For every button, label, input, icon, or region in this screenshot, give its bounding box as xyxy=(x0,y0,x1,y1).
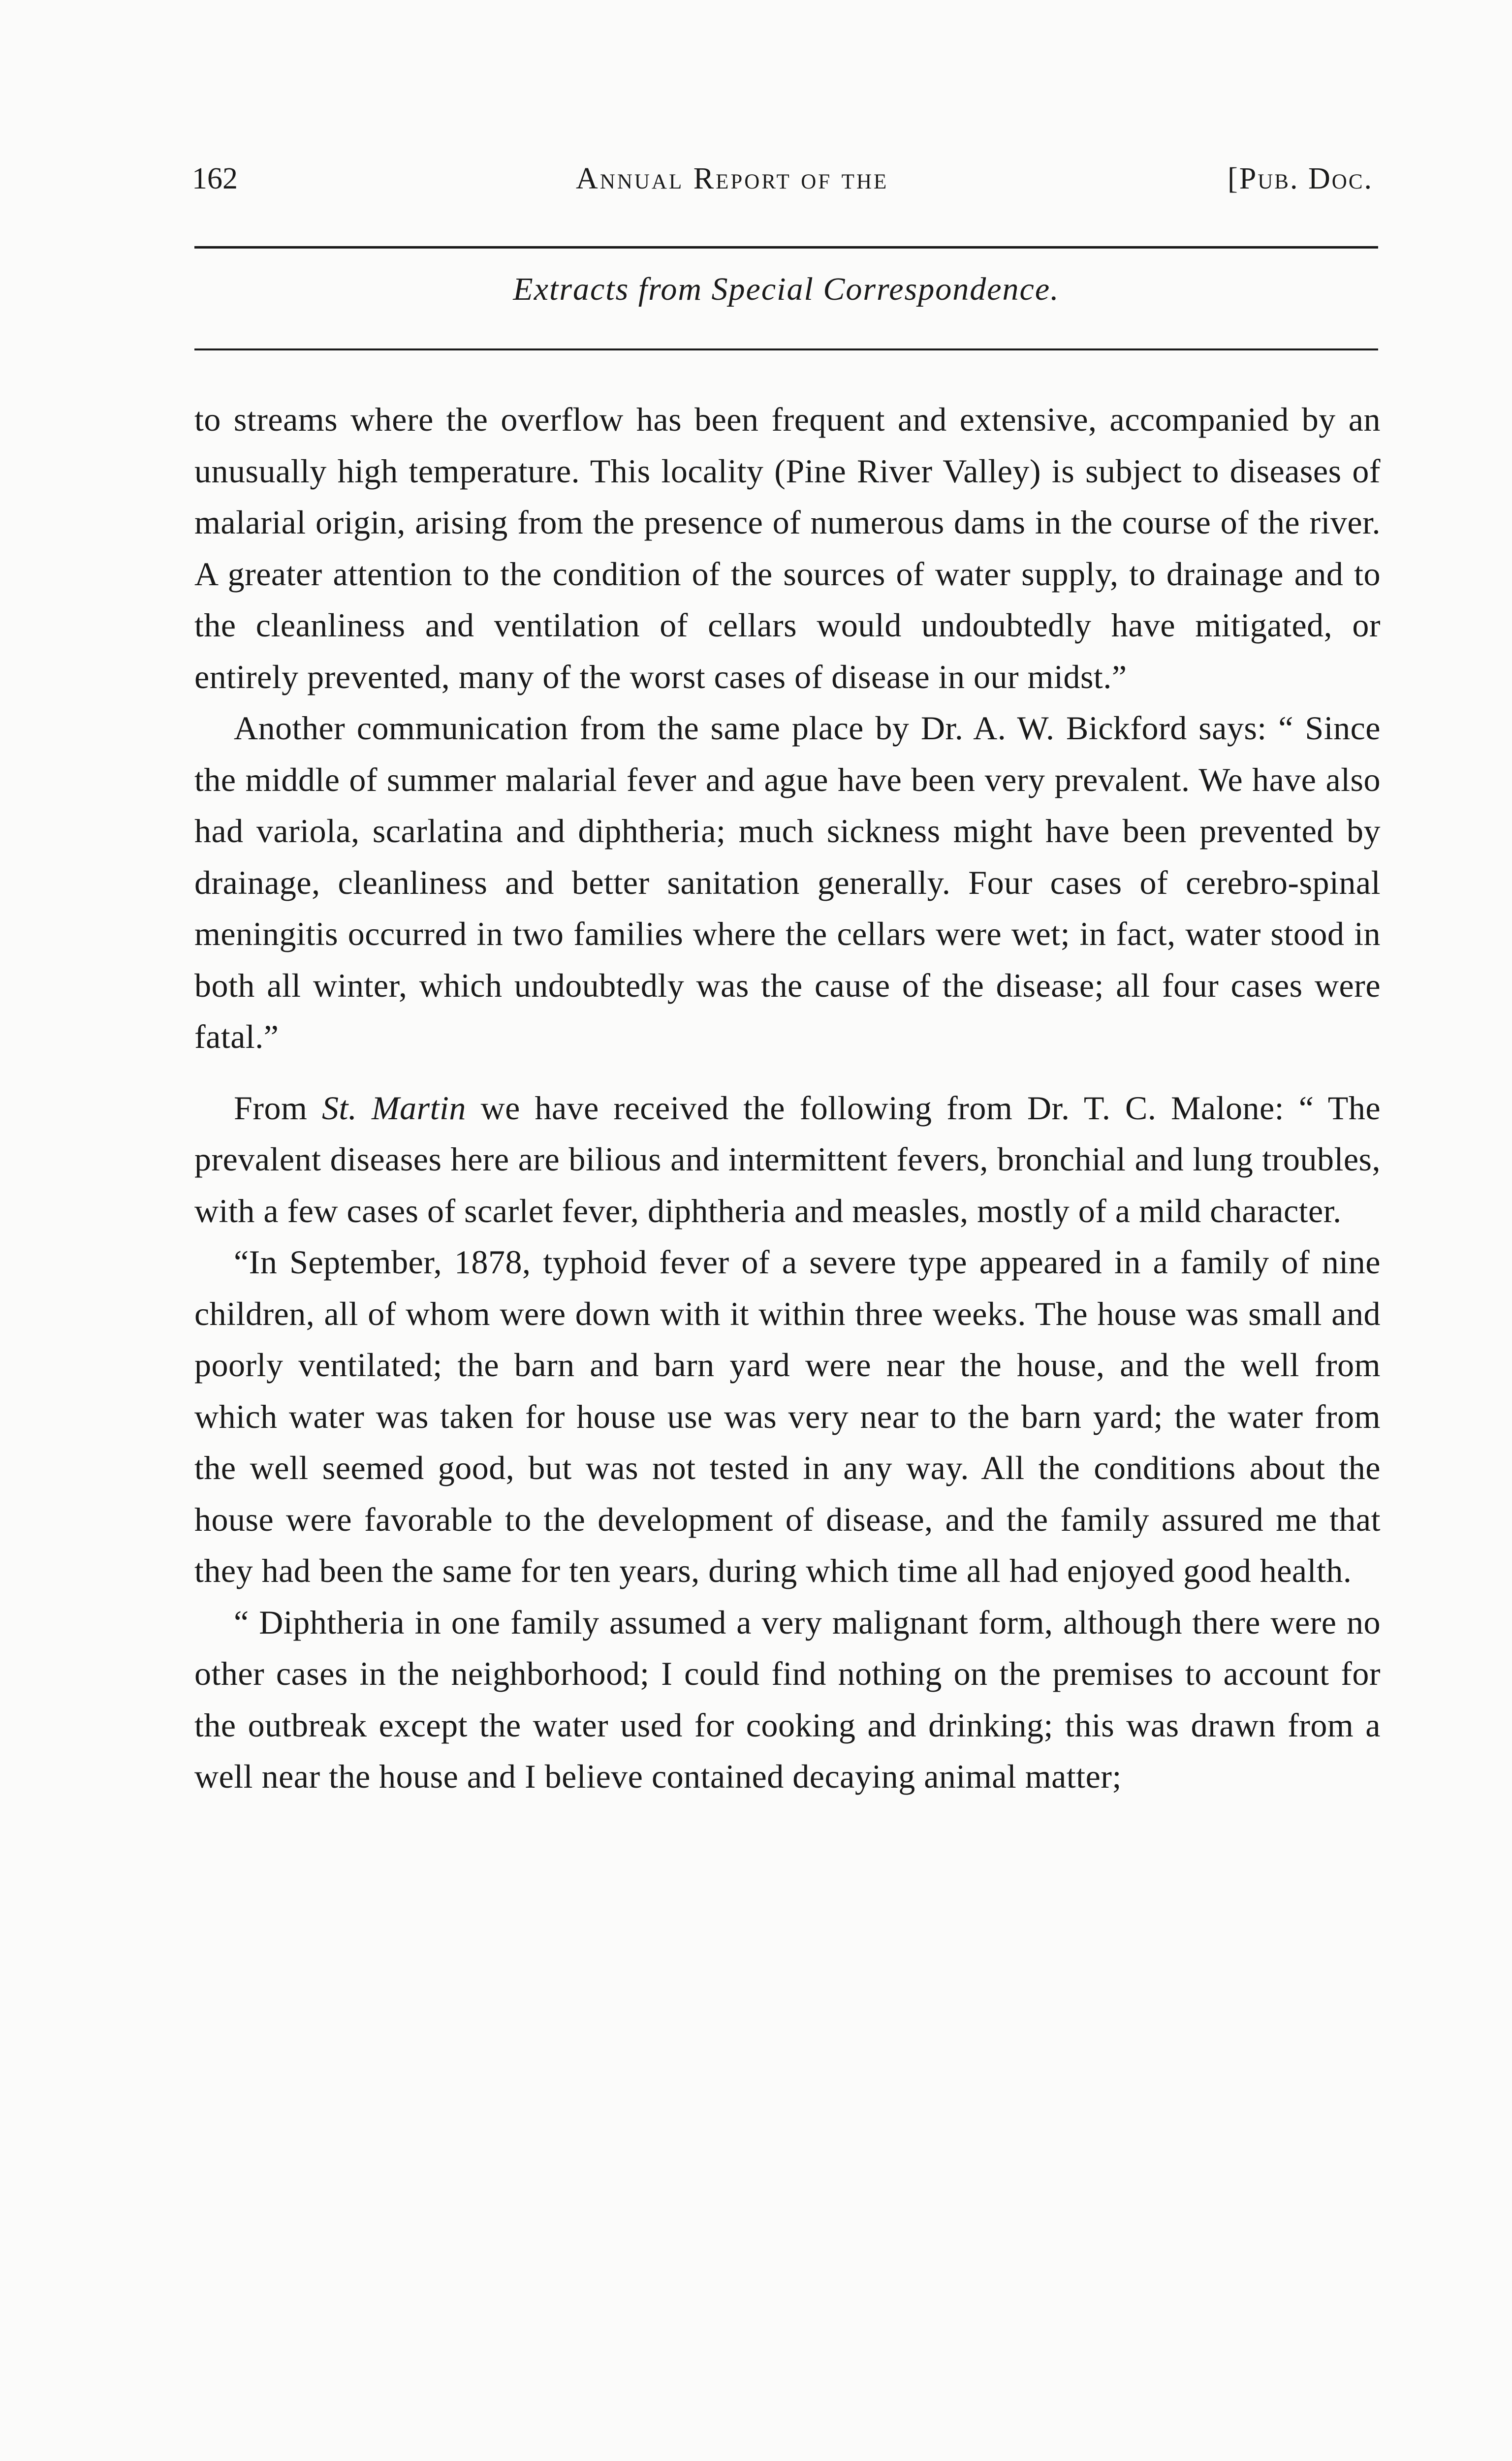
place-name-st-martin: St. Martin xyxy=(322,1089,466,1127)
paragraph-1: to streams where the overflow has been frequent and extensive, accompanied by an unusually high temperature. This locality (Pine River Valley) is subject to diseases of malarial origin, arising from the presence of numerous dams in the course of the river. A greater attention to the condition of the sources of water supply, to drainage and to the cleanliness and ventilation of cellars would undoubtedly have mitigated, or entirely prevented, many of the worst cases of disease in our midst.” xyxy=(194,401,1381,695)
running-title: Annual Report of the xyxy=(576,162,889,195)
section-title: Extracts from Special Correspondence. xyxy=(513,271,1060,307)
st-martin-text: we have received the following from Dr. T. C. Malone: “ The prevalent diseases here are bilious and intermittent fevers, bronchial and lung troubles, with a few cases of scarlet fever, diphtheria and measles, mostly of a mild character. xyxy=(194,1089,1381,1230)
page-number: 162 xyxy=(192,162,238,195)
paragraph-diphtheria: “ Diphtheria in one family assumed a very malignant form, although there were no other cases in the neighborhood; I could find nothing on the premises to account for the outbreak except the water used for cooking and drinking; this was drawn from a well near the house and I believe contained decaying animal matter; xyxy=(194,1603,1381,1795)
publication-label: [Pub. Doc. xyxy=(1228,162,1373,195)
paragraph-typhoid: “In September, 1878, typhoid fever of a severe type appeared in a family of nine children, all of whom were down with it within three weeks. The house was small and poorly ventilated; the barn and barn yard were near the house, and the well from which water was taken for house use was very near to the barn yard; the water from the well seemed good, but was not tested in any way. All the conditions about the house were favorable to the development of disease, and the family assured me that they had been the same for ten years, during which time all had enjoyed good health. xyxy=(194,1243,1381,1589)
paragraph-st-martin xyxy=(194,1082,1381,1237)
paragraph-2: Another communication from the same place by Dr. A. W. Bickford says: “ Since the middle of summer malarial fever and ague have been very prevalent. We have also had variola, scarlatina and diphtheria; much sickness might have been prevented by drainage, cleanliness and better sanitation generally. Four cases of cerebro-spinal meningitis occurred in two families where the cellars were wet; in fact, water stood in both all winter, which undoubtedly was the cause of the disease; all four cases were fatal.” xyxy=(194,709,1381,1055)
header-rule-top xyxy=(194,246,1378,249)
st-martin-lead: From xyxy=(234,1089,308,1127)
header-rule-bottom xyxy=(194,348,1378,350)
body-text xyxy=(194,394,1381,1802)
page-header xyxy=(192,157,1383,201)
